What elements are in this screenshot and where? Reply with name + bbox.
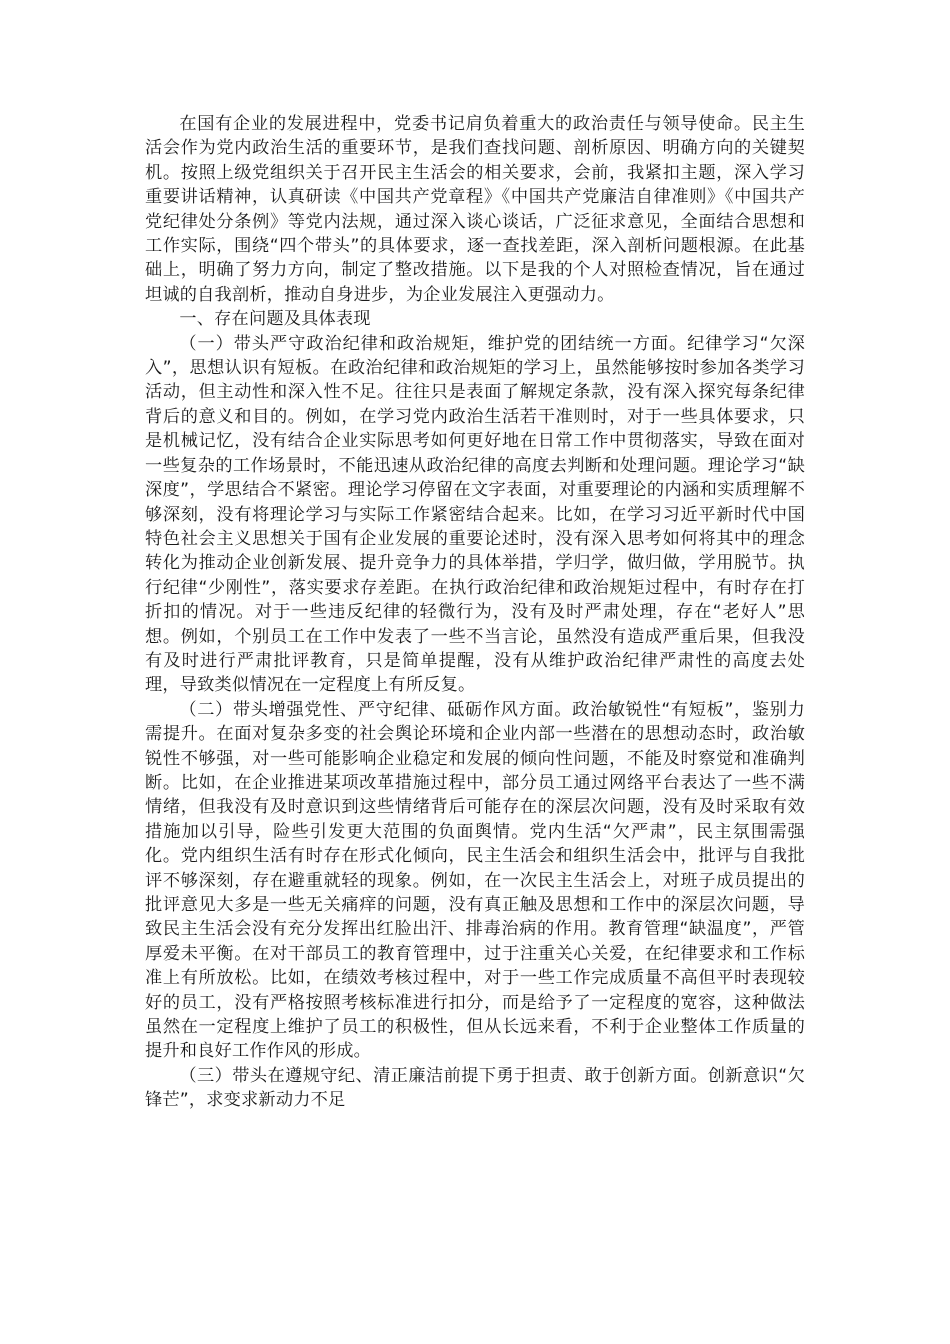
- intro-paragraph: 在国有企业的发展进程中，党委书记肩负着重大的政治责任与领导使命。民主生活会作为党内政治生活的重要环节，是我们查找问题、剖析原因、明确方向的关键契机。按照上级党组织关于召开民主生活会的相关要求，会前，我紧扣主题，深入学习重要讲话精神，认真研读《中国共产党章程》《中国共产党廉洁自律准则》《中国共产党纪律处分条例》等党内法规，通过深入谈心谈话，广泛征求意见，全面结合思想和工作实际，围绕“四个带头”的具体要求，逐一查找差距，深入剖析问题根源。在此基础上，明确了努力方向，制定了整改措施。以下是我的个人对照检查情况，旨在通过坦诚的自我剖析，推动自身进步，为企业发展注入更强动力。: [145, 114, 805, 305]
- section-heading: 一、存在问题及具体表现: [179, 309, 371, 330]
- section-1-paragraph: （一）带头严守政治纪律和政治规矩，维护党的团结统一方面。纪律学习“欠深入”，思想认识有短板。在政治纪律和政治规矩的学习上，虽然能够按时参加各类学习活动，但主动性和深入性不足。往往只是表面了解规定条款，没有深入探究每条纪律背后的意义和目的。例如，在学习党内政治生活若干准则时，对于一些具体要求，只是机械记忆，没有结合企业实际思考如何更好地在日常工作中贯彻落实，导致在面对一些复杂的工作场景时，不能迅速从政治纪律的高度去判断和处理问题。理论学习“缺深度”，学思结合不紧密。理论学习停留在文字表面，对重要理论的内涵和实质理解不够深刻，没有将理论学习与实际工作紧密结合起来。比如，在学习习近平新时代中国特色社会主义思想关于国有企业发展的重要论述时，没有深入思考如何将其中的理念转化为推动企业创新发展、提升竞争力的具体举措，学归学，做归做，学用脱节。执行纪律“少刚性”，落实要求存差距。在执行政治纪律和政治规矩过程中，有时存在打折扣的情况。对于一些违反纪律的轻微行为，没有及时严肃处理，存在“老好人”思想。例如，个别员工在工作中发表了一些不当言论，虽然没有造成严重后果，但我没有及时进行严肃批评教育，只是简单提醒，没有从维护政治纪律严肃性的高度去处理，导致类似情况在一定程度上有所反复。: [145, 333, 805, 696]
- section-2-paragraph: （二）带头增强党性、严守纪律、砥砺作风方面。政治敏锐性“有短板”，鉴别力需提升。在面对复杂多变的社会舆论环境和企业内部一些潜在的思想动态时，政治敏锐性不够强，对一些可能影响企业稳定和发展的倾向性问题，不能及时察觉和准确判断。比如，在企业推进某项改革措施过程中，部分员工通过网络平台表达了一些不满情绪，但我没有及时意识到这些情绪背后可能存在的深层次问题，没有及时采取有效措施加以引导，险些引发更大范围的负面舆情。党内生活“欠严肃”，民主氛围需强化。党内组织生活有时存在形式化倾向，民主生活会和组织生活会中，批评与自我批评不够深刻，存在避重就轻的现象。例如，在一次民主生活会上，对班子成员提出的批评意见大多是一些无关痛痒的问题，没有真正触及思想和工作中的深层次问题，导致民主生活会没有充分发挥出红脸出汗、排毒治病的作用。教育管理“缺温度”，严管厚爱未平衡。在对干部员工的教育管理中，过于注重关心关爱，在纪律要求和工作标准上有所放松。比如，在绩效考核过程中，对于一些工作完成质量不高但平时表现较好的员工，没有严格按照考核标准进行扣分，而是给予了一定程度的宽容，这种做法虽然在一定程度上维护了员工的积极性，但从长远来看，不利于企业整体工作质量的提升和良好工作作风的形成。: [145, 699, 805, 1062]
- document-body: [145, 112, 805, 1113]
- section-3-paragraph: （三）带头在遵规守纪、清正廉洁前提下勇于担责、敢于创新方面。创新意识“欠锋芒”，求变求新动力不足: [145, 1065, 805, 1111]
